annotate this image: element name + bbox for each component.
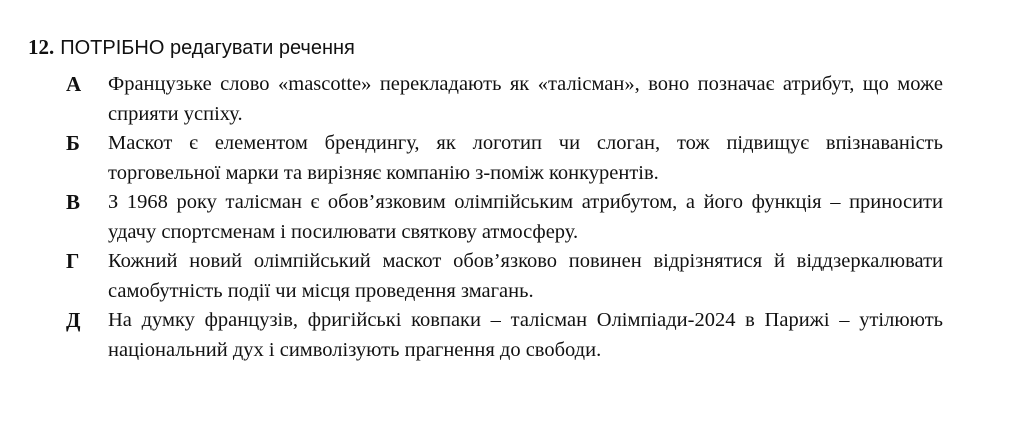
option-text: Маскот є елементом брендингу, як логотип чи слоган, тож підвищує впізнаваність торговельної марки та вирізняє компанію з-поміж конкурентів. xyxy=(108,132,943,184)
question-title-rest: редагувати речення xyxy=(164,37,355,59)
answer-option-v xyxy=(66,188,968,247)
option-text: З 1968 року талісман є обов’язковим олімпійським атрибутом, а його функція – приносити удачу спортсменам і посилювати святкову атмосферу. xyxy=(108,191,943,243)
option-text: Кожний новий олімпійський маскот обов’язково повинен відрізнятися й віддзеркалювати самобутність події чи місця проведення змагань. xyxy=(108,250,943,302)
option-letter: Г xyxy=(66,249,80,273)
option-letter: Д xyxy=(66,308,81,332)
option-text: Французьке слово «mascotte» перекладають як «талісман», воно позначає атрибут, що може сприяти успіху. xyxy=(108,73,943,125)
option-text: На думку французів, фригійські ковпаки – талісман Олімпіади-2024 в Парижі – утілюють національний дух і символізують прагнення до свободи. xyxy=(108,309,943,361)
answer-option-d xyxy=(66,306,968,365)
answer-option-b xyxy=(66,129,968,188)
question-title-caps: ПОТРІБНО xyxy=(60,37,165,59)
question-number: 12. xyxy=(28,35,55,59)
answer-option-a xyxy=(66,70,968,129)
option-letter: А xyxy=(66,72,82,96)
question-block xyxy=(28,33,968,365)
option-letter: Б xyxy=(66,131,80,155)
answer-option-h xyxy=(66,247,968,306)
question-header xyxy=(28,33,968,62)
option-letter: В xyxy=(66,190,81,214)
